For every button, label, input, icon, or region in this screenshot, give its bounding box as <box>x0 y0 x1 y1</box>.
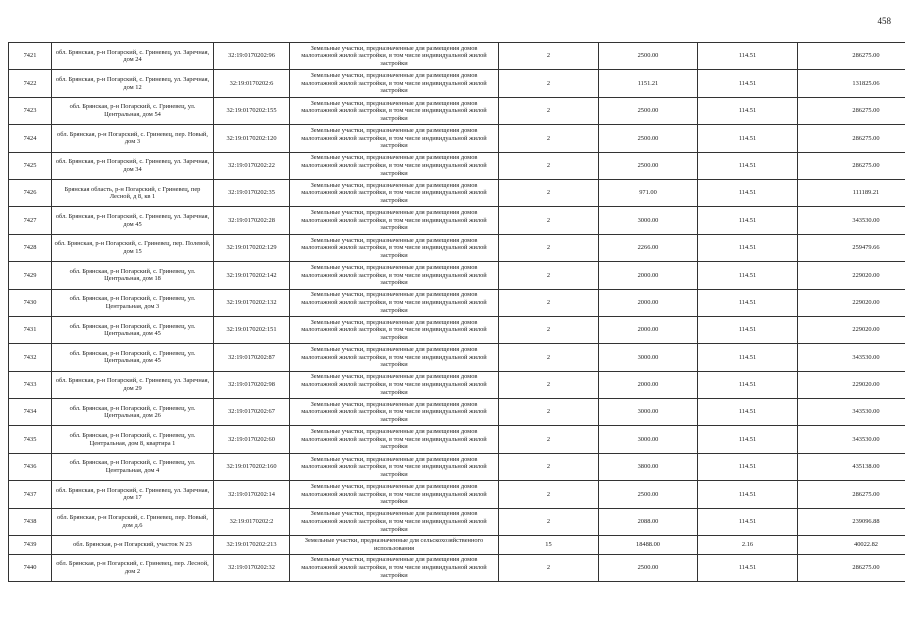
cadastral-value-cell: 343530.00 <box>798 426 905 453</box>
specific-value-cell: 2.16 <box>698 536 798 555</box>
cadastral-number-cell: 32:19:0170202:14 <box>214 481 290 508</box>
area-cell: 2500.00 <box>599 43 698 70</box>
land-category-cell: Земельные участки, предназначенные для размещения домов малоэтажной жилой застройки, в том числе индивидуальной жилой застройки <box>290 234 499 261</box>
table-row <box>9 97 905 124</box>
group-cell: 2 <box>499 262 599 289</box>
row-number-cell: 7434 <box>9 399 52 426</box>
table-row <box>9 371 905 398</box>
cadastral-value-table <box>8 42 905 582</box>
specific-value-cell: 114.51 <box>698 426 798 453</box>
table-row <box>9 179 905 206</box>
cadastral-number-cell: 32:19:0170202:87 <box>214 344 290 371</box>
table-row <box>9 262 905 289</box>
row-number-cell: 7436 <box>9 453 52 480</box>
table-row <box>9 344 905 371</box>
cadastral-number-cell: 32:19:0170202:22 <box>214 152 290 179</box>
specific-value-cell: 114.51 <box>698 453 798 480</box>
address-cell: обл. Брянская, р-н Погарский, с. Гриневец, ул. Заречная, дом 29 <box>52 371 214 398</box>
table-row <box>9 399 905 426</box>
cadastral-value-cell: 343530.00 <box>798 207 905 234</box>
cadastral-value-cell: 229020.00 <box>798 316 905 343</box>
group-cell: 2 <box>499 508 599 535</box>
table-row <box>9 152 905 179</box>
address-cell: обл. Брянская, р-н Погарский, с. Гриневец, ул. Заречная, дом 24 <box>52 43 214 70</box>
row-number-cell: 7440 <box>9 554 52 581</box>
area-cell: 2500.00 <box>599 554 698 581</box>
cadastral-number-cell: 32:19:0170202:155 <box>214 97 290 124</box>
address-cell: обл. Брянская, р-н Погарский, с. Гриневец, пер. Новый, дом д.6 <box>52 508 214 535</box>
row-number-cell: 7439 <box>9 536 52 555</box>
address-cell: обл. Брянская, р-н Погарский, участок N 23 <box>52 536 214 555</box>
group-cell: 2 <box>499 97 599 124</box>
area-cell: 3000.00 <box>599 426 698 453</box>
land-category-cell: Земельные участки, предназначенные для размещения домов малоэтажной жилой застройки, в том числе индивидуальной жилой застройки <box>290 289 499 316</box>
address-cell: обл. Брянская, р-н Погарский, с. Гриневец, ул. Центральная, дом 45 <box>52 344 214 371</box>
group-cell: 2 <box>499 43 599 70</box>
address-cell: обл. Брянская, р-н Погарский, с. Гриневец, пер. Новый, дом 3 <box>52 125 214 152</box>
specific-value-cell: 114.51 <box>698 262 798 289</box>
specific-value-cell: 114.51 <box>698 554 798 581</box>
area-cell: 2500.00 <box>599 97 698 124</box>
specific-value-cell: 114.51 <box>698 316 798 343</box>
row-number-cell: 7423 <box>9 97 52 124</box>
specific-value-cell: 114.51 <box>698 43 798 70</box>
row-number-cell: 7432 <box>9 344 52 371</box>
table-row <box>9 207 905 234</box>
cadastral-value-cell: 239096.88 <box>798 508 905 535</box>
table-row <box>9 453 905 480</box>
cadastral-value-cell: 131825.06 <box>798 70 905 97</box>
land-category-cell: Земельные участки, предназначенные для размещения домов малоэтажной жилой застройки, в том числе индивидуальной жилой застройки <box>290 262 499 289</box>
group-cell: 2 <box>499 179 599 206</box>
cadastral-value-cell: 229020.00 <box>798 289 905 316</box>
cadastral-value-cell: 229020.00 <box>798 371 905 398</box>
cadastral-value-cell: 435138.00 <box>798 453 905 480</box>
specific-value-cell: 114.51 <box>698 371 798 398</box>
group-cell: 2 <box>499 234 599 261</box>
address-cell: обл. Брянская, р-н Погарский, с. Гриневец, ул. Центральная, дом 4 <box>52 453 214 480</box>
address-cell: обл. Брянская, р-н Погарский, с. Гриневец, ул. Заречная, дом 34 <box>52 152 214 179</box>
row-number-cell: 7421 <box>9 43 52 70</box>
row-number-cell: 7433 <box>9 371 52 398</box>
area-cell: 2000.00 <box>599 289 698 316</box>
area-cell: 2500.00 <box>599 125 698 152</box>
cadastral-value-cell: 286275.00 <box>798 554 905 581</box>
group-cell: 2 <box>499 125 599 152</box>
cadastral-value-cell: 259479.66 <box>798 234 905 261</box>
cadastral-number-cell: 32:19:0170202:142 <box>214 262 290 289</box>
specific-value-cell: 114.51 <box>698 152 798 179</box>
specific-value-cell: 114.51 <box>698 97 798 124</box>
address-cell: обл. Брянская, р-н Погарский, с. Гриневец, ул. Центральная, дом 3 <box>52 289 214 316</box>
address-cell: обл. Брянская, р-н Погарский, с. Гриневец, ул. Заречная, дом 12 <box>52 70 214 97</box>
cadastral-number-cell: 32:19:0170202:6 <box>214 70 290 97</box>
group-cell: 2 <box>499 554 599 581</box>
row-number-cell: 7437 <box>9 481 52 508</box>
cadastral-number-cell: 32:19:0170202:98 <box>214 371 290 398</box>
row-number-cell: 7424 <box>9 125 52 152</box>
land-category-cell: Земельные участки, предназначенные для размещения домов малоэтажной жилой застройки, в том числе индивидуальной жилой застройки <box>290 508 499 535</box>
table-row <box>9 508 905 535</box>
cadastral-number-cell: 32:19:0170202:132 <box>214 289 290 316</box>
land-category-cell: Земельные участки, предназначенные для размещения домов малоэтажной жилой застройки, в том числе индивидуальной жилой застройки <box>290 371 499 398</box>
address-cell: Брянская область, р-н Погарский, с Гриневец, пер Лесной, д 8, кв 1 <box>52 179 214 206</box>
area-cell: 2266.00 <box>599 234 698 261</box>
land-category-cell: Земельные участки, предназначенные для размещения домов малоэтажной жилой застройки, в том числе индивидуальной жилой застройки <box>290 125 499 152</box>
table-row <box>9 316 905 343</box>
specific-value-cell: 114.51 <box>698 508 798 535</box>
area-cell: 3000.00 <box>599 207 698 234</box>
address-cell: обл. Брянская, р-н Погарский, с. Гриневец, ул. Центральная, дом 45 <box>52 316 214 343</box>
area-cell: 2000.00 <box>599 316 698 343</box>
table-row <box>9 289 905 316</box>
land-category-cell: Земельные участки, предназначенные для размещения домов малоэтажной жилой застройки, в том числе индивидуальной жилой застройки <box>290 316 499 343</box>
table-row <box>9 43 905 70</box>
address-cell: обл. Брянская, р-н Погарский, с. Гриневец, ул. Центральная, дом 54 <box>52 97 214 124</box>
group-cell: 2 <box>499 399 599 426</box>
table-row <box>9 125 905 152</box>
cadastral-value-cell: 286275.00 <box>798 481 905 508</box>
table-body <box>9 43 905 582</box>
cadastral-number-cell: 32:19:0170202:213 <box>214 536 290 555</box>
row-number-cell: 7438 <box>9 508 52 535</box>
cadastral-number-cell: 32:19:0170202:28 <box>214 207 290 234</box>
cadastral-number-cell: 32:19:0170202:120 <box>214 125 290 152</box>
specific-value-cell: 114.51 <box>698 344 798 371</box>
area-cell: 2000.00 <box>599 371 698 398</box>
cadastral-value-cell: 286275.00 <box>798 152 905 179</box>
table-row <box>9 70 905 97</box>
specific-value-cell: 114.51 <box>698 399 798 426</box>
cadastral-number-cell: 32:19:0170202:2 <box>214 508 290 535</box>
group-cell: 2 <box>499 152 599 179</box>
row-number-cell: 7428 <box>9 234 52 261</box>
group-cell: 2 <box>499 426 599 453</box>
cadastral-number-cell: 32:19:0170202:67 <box>214 399 290 426</box>
area-cell: 3000.00 <box>599 344 698 371</box>
row-number-cell: 7430 <box>9 289 52 316</box>
group-cell: 2 <box>499 316 599 343</box>
group-cell: 2 <box>499 453 599 480</box>
address-cell: обл. Брянская, р-н Погарский, с. Гриневец, ул. Заречная, дом 17 <box>52 481 214 508</box>
group-cell: 2 <box>499 344 599 371</box>
cadastral-value-cell: 286275.00 <box>798 97 905 124</box>
land-category-cell: Земельные участки, предназначенные для размещения домов малоэтажной жилой застройки, в том числе индивидуальной жилой застройки <box>290 399 499 426</box>
row-number-cell: 7431 <box>9 316 52 343</box>
address-cell: обл. Брянская, р-н Погарский, с. Гриневец, ул. Центральная, дом 18 <box>52 262 214 289</box>
table-row <box>9 234 905 261</box>
row-number-cell: 7425 <box>9 152 52 179</box>
area-cell: 3800.00 <box>599 453 698 480</box>
cadastral-number-cell: 32:19:0170202:60 <box>214 426 290 453</box>
cadastral-value-cell: 343530.00 <box>798 344 905 371</box>
area-cell: 2500.00 <box>599 481 698 508</box>
group-cell: 2 <box>499 70 599 97</box>
cadastral-number-cell: 32:19:0170202:96 <box>214 43 290 70</box>
table-row <box>9 481 905 508</box>
land-category-cell: Земельные участки, предназначенные для размещения домов малоэтажной жилой застройки, в том числе индивидуальной жилой застройки <box>290 453 499 480</box>
table-row <box>9 426 905 453</box>
area-cell: 2088.00 <box>599 508 698 535</box>
cadastral-value-cell: 229020.00 <box>798 262 905 289</box>
group-cell: 2 <box>499 207 599 234</box>
cadastral-value-cell: 111189.21 <box>798 179 905 206</box>
area-cell: 1151.21 <box>599 70 698 97</box>
group-cell: 2 <box>499 289 599 316</box>
table-row <box>9 554 905 581</box>
address-cell: обл. Брянская, р-н Погарский, с. Гриневец, пер. Лесной, дом 2 <box>52 554 214 581</box>
table-row <box>9 536 905 555</box>
row-number-cell: 7427 <box>9 207 52 234</box>
address-cell: обл. Брянская, р-н Погарский, с. Гриневец, пер. Полевой, дом 15 <box>52 234 214 261</box>
land-category-cell: Земельные участки, предназначенные для сельскохозяйственного использования <box>290 536 499 555</box>
cadastral-number-cell: 32:19:0170202:160 <box>214 453 290 480</box>
specific-value-cell: 114.51 <box>698 207 798 234</box>
area-cell: 3000.00 <box>599 399 698 426</box>
cadastral-value-cell: 343530.00 <box>798 399 905 426</box>
group-cell: 2 <box>499 481 599 508</box>
page-number: 458 <box>877 16 891 26</box>
land-category-cell: Земельные участки, предназначенные для размещения домов малоэтажной жилой застройки, в том числе индивидуальной жилой застройки <box>290 179 499 206</box>
specific-value-cell: 114.51 <box>698 125 798 152</box>
specific-value-cell: 114.51 <box>698 481 798 508</box>
address-cell: обл. Брянская, р-н Погарский, с. Гриневец, ул. Заречная, дом 45 <box>52 207 214 234</box>
cadastral-value-cell: 286275.00 <box>798 125 905 152</box>
specific-value-cell: 114.51 <box>698 179 798 206</box>
row-number-cell: 7429 <box>9 262 52 289</box>
area-cell: 2000.00 <box>599 262 698 289</box>
area-cell: 971.00 <box>599 179 698 206</box>
address-cell: обл. Брянская, р-н Погарский, с. Гриневец, ул. Центральная, дом 8, квартира 1 <box>52 426 214 453</box>
cadastral-value-cell: 286275.00 <box>798 43 905 70</box>
land-category-cell: Земельные участки, предназначенные для размещения домов малоэтажной жилой застройки, в том числе индивидуальной жилой застройки <box>290 152 499 179</box>
land-category-cell: Земельные участки, предназначенные для размещения домов малоэтажной жилой застройки, в том числе индивидуальной жилой застройки <box>290 344 499 371</box>
address-cell: обл. Брянская, р-н Погарский, с. Гриневец, ул. Центральная, дом 26 <box>52 399 214 426</box>
specific-value-cell: 114.51 <box>698 289 798 316</box>
land-category-cell: Земельные участки, предназначенные для размещения домов малоэтажной жилой застройки, в том числе индивидуальной жилой застройки <box>290 70 499 97</box>
group-cell: 15 <box>499 536 599 555</box>
cadastral-number-cell: 32:19:0170202:151 <box>214 316 290 343</box>
land-category-cell: Земельные участки, предназначенные для размещения домов малоэтажной жилой застройки, в том числе индивидуальной жилой застройки <box>290 97 499 124</box>
cadastral-value-cell: 40022.82 <box>798 536 905 555</box>
row-number-cell: 7426 <box>9 179 52 206</box>
area-cell: 18488.00 <box>599 536 698 555</box>
area-cell: 2500.00 <box>599 152 698 179</box>
land-category-cell: Земельные участки, предназначенные для размещения домов малоэтажной жилой застройки, в том числе индивидуальной жилой застройки <box>290 426 499 453</box>
land-category-cell: Земельные участки, предназначенные для размещения домов малоэтажной жилой застройки, в том числе индивидуальной жилой застройки <box>290 554 499 581</box>
specific-value-cell: 114.51 <box>698 234 798 261</box>
row-number-cell: 7422 <box>9 70 52 97</box>
land-category-cell: Земельные участки, предназначенные для размещения домов малоэтажной жилой застройки, в том числе индивидуальной жилой застройки <box>290 481 499 508</box>
cadastral-number-cell: 32:19:0170202:129 <box>214 234 290 261</box>
group-cell: 2 <box>499 371 599 398</box>
cadastral-number-cell: 32:19:0170202:32 <box>214 554 290 581</box>
land-category-cell: Земельные участки, предназначенные для размещения домов малоэтажной жилой застройки, в том числе индивидуальной жилой застройки <box>290 207 499 234</box>
land-category-cell: Земельные участки, предназначенные для размещения домов малоэтажной жилой застройки, в том числе индивидуальной жилой застройки <box>290 43 499 70</box>
cadastral-number-cell: 32:19:0170202:35 <box>214 179 290 206</box>
row-number-cell: 7435 <box>9 426 52 453</box>
specific-value-cell: 114.51 <box>698 70 798 97</box>
